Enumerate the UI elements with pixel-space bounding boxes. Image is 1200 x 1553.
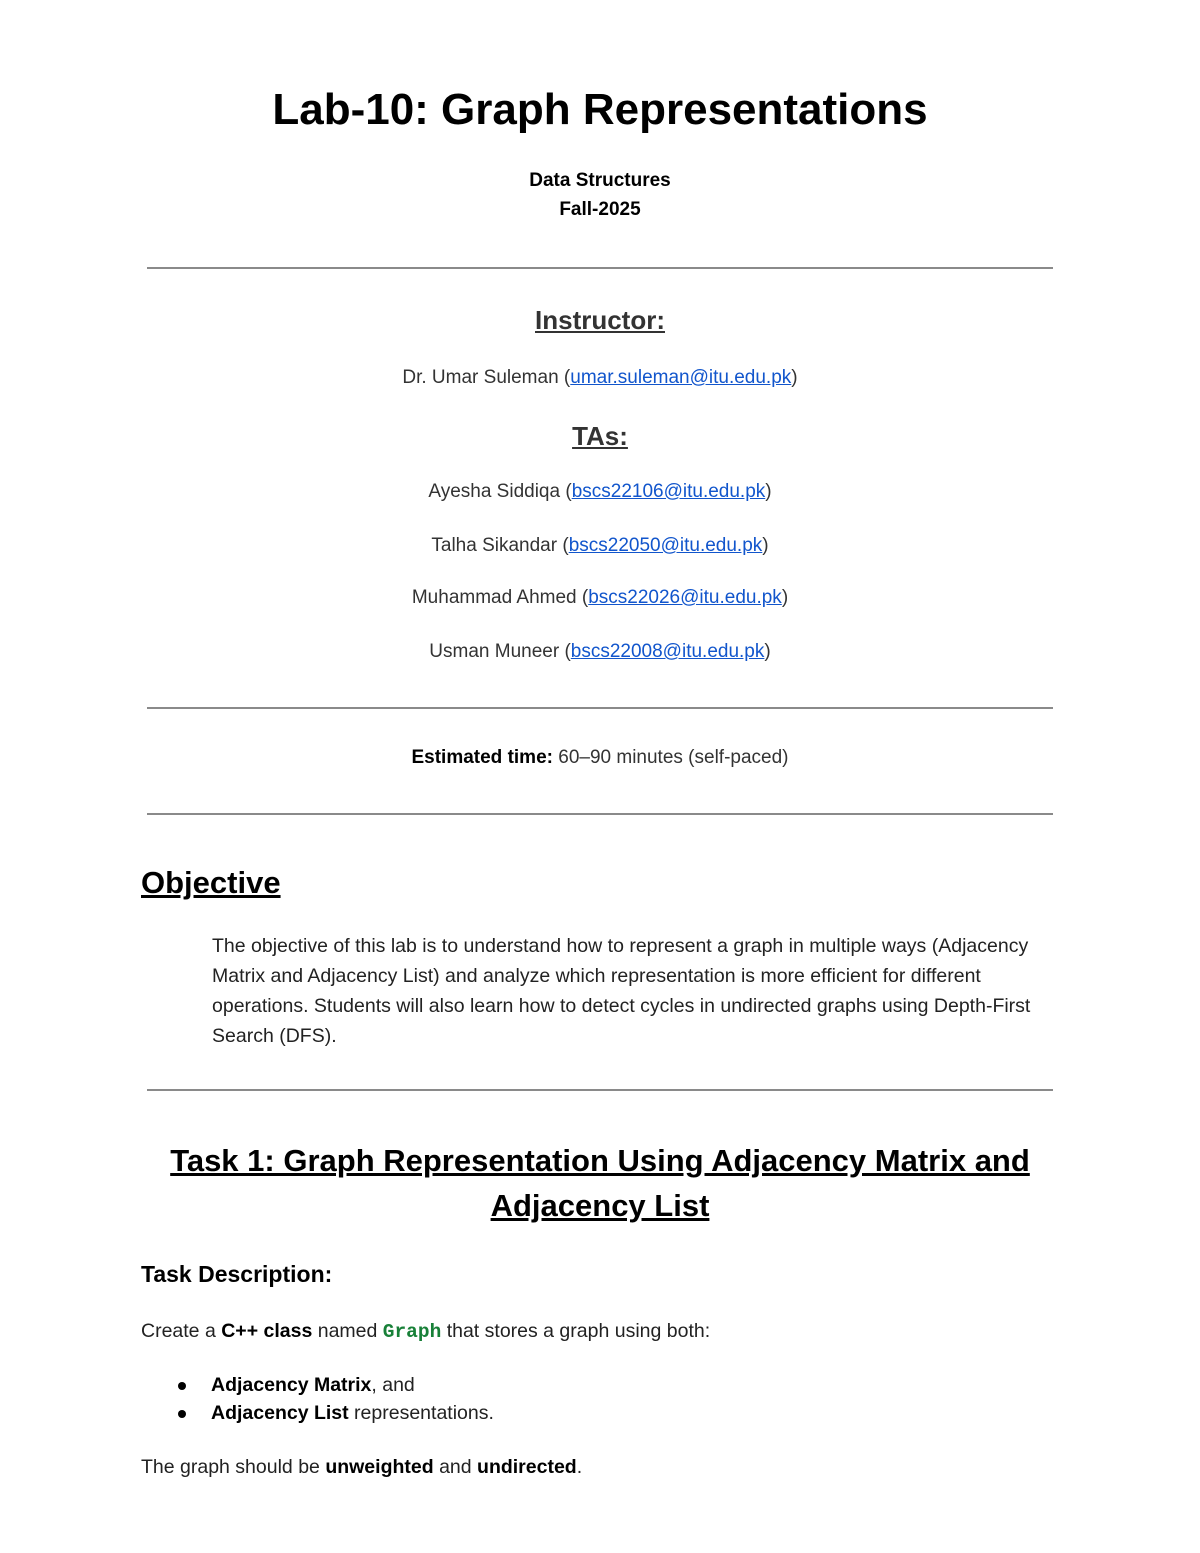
instructor-line: Dr. Umar Suleman (umar.suleman@itu.edu.pk) (402, 367, 798, 388)
list-item-text: representations. (348, 1402, 494, 1424)
intro-text: Create a (141, 1320, 216, 1342)
divider (147, 813, 1053, 815)
objective-text: The objective of this lab is to understand how to represent a graph in multiple ways (Adjacency Matrix and Adjacency List) and analyze which representation is more efficient for different operations. Students will also learn how to detect cycles in undirected graphs using Depth-First Search (DFS). (212, 935, 1031, 1047)
bullet-icon (178, 1382, 186, 1390)
ta-name: Talha Sikandar (431, 535, 558, 556)
ta-email-link[interactable]: bscs22106@itu.edu.pk (571, 481, 766, 502)
lab-title: Lab-10: Graph Representations (272, 85, 928, 134)
divider (147, 267, 1053, 269)
course-name: Data Structures (529, 170, 671, 191)
ta-email-link[interactable]: bscs22050@itu.edu.pk (568, 535, 763, 556)
closing-bold: undirected (477, 1456, 577, 1478)
graph-requirements (141, 1454, 582, 1480)
intro-bold: C++ class (221, 1320, 313, 1342)
bullet-icon (178, 1410, 186, 1418)
closing-text: The graph should be (141, 1456, 320, 1478)
list-item-bold: Adjacency List (211, 1402, 349, 1424)
ta-email-link[interactable]: bscs22026@itu.edu.pk (588, 587, 782, 608)
ta-line: Ayesha Siddiqa (bscs22106@itu.edu.pk) (428, 481, 772, 502)
ta-email-link[interactable]: bscs22008@itu.edu.pk (570, 641, 765, 662)
list-item-bold: Adjacency Matrix (211, 1374, 372, 1396)
representation-list (141, 1371, 494, 1427)
ta-line: Usman Muneer (bscs22008@itu.edu.pk) (429, 641, 771, 662)
ta-name: Usman Muneer (429, 641, 560, 662)
class-name-code: Graph (382, 1321, 442, 1343)
task1-heading: Task 1: Graph Representation Using Adjacency Matrix and Adjacency List (170, 1143, 1030, 1223)
instructor-heading: Instructor: (535, 305, 665, 335)
instructor-email-link[interactable]: umar.suleman@itu.edu.pk (570, 367, 792, 388)
intro-text: that stores a graph using both: (446, 1320, 711, 1342)
task-description-heading: Task Description: (141, 1261, 333, 1287)
ta-name: Ayesha Siddiqa (428, 481, 561, 502)
list-item (141, 1371, 494, 1399)
term-label: Fall-2025 (559, 199, 641, 220)
list-item-text: , and (371, 1374, 415, 1396)
task-intro (141, 1318, 710, 1345)
estimated-time-label: Estimated time: (411, 747, 553, 768)
divider (147, 1089, 1053, 1091)
list-item (141, 1399, 494, 1427)
closing-text: . (576, 1456, 583, 1478)
ta-name: Muhammad Ahmed (411, 587, 577, 608)
objective-heading: Objective (141, 865, 281, 900)
ta-line: Talha Sikandar (bscs22050@itu.edu.pk) (431, 535, 769, 556)
ta-line: Muhammad Ahmed (bscs22026@itu.edu.pk) (411, 587, 789, 608)
intro-text: named (317, 1320, 378, 1342)
closing-text: and (439, 1456, 472, 1478)
instructor-name: Dr. Umar Suleman (402, 367, 559, 388)
estimated-time (0, 745, 1200, 771)
divider (147, 707, 1053, 709)
tas-heading: TAs: (572, 421, 628, 451)
estimated-time-value: 60–90 minutes (self-paced) (558, 747, 789, 768)
closing-bold: unweighted (325, 1456, 434, 1478)
